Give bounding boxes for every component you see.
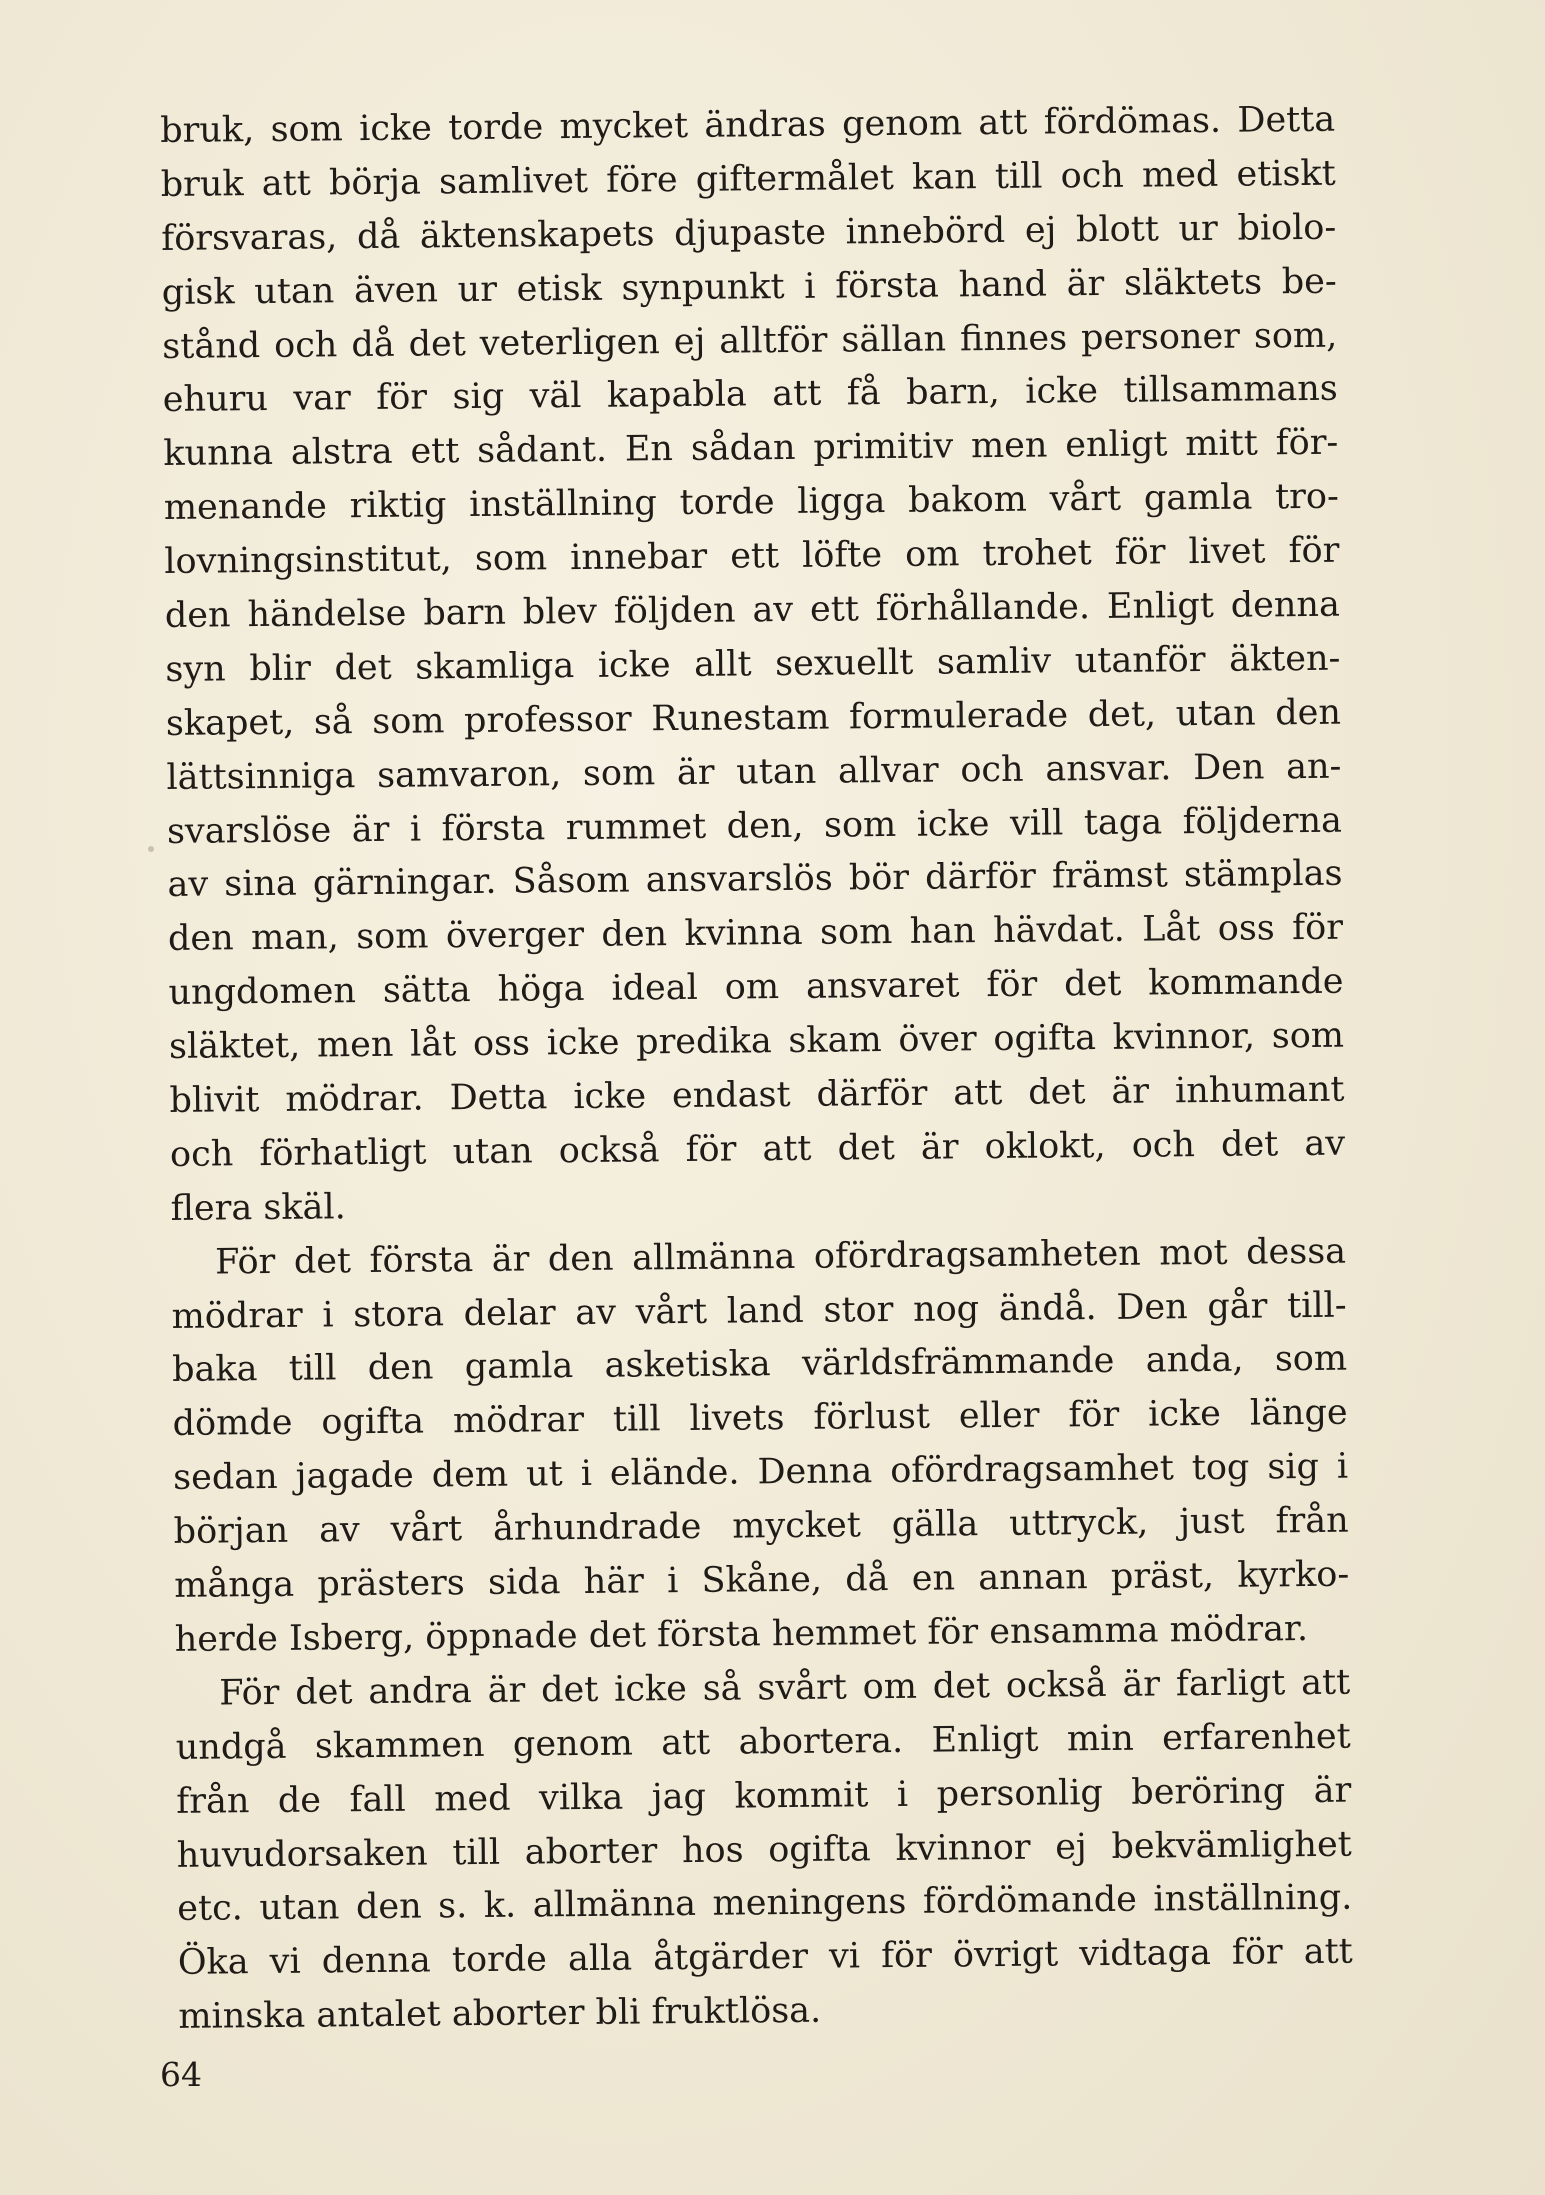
text-line: baka till den gamla asketiska världsfrämmande anda, som	[171, 1339, 1348, 1391]
text-line: många prästers sida här i Skåne, då en annan präst, kyrko-	[174, 1554, 1350, 1606]
text-line: bruk att börja samlivet före giftermålet kan till och med etiskt	[160, 153, 1336, 205]
text-line: syn blir det skamliga icke allt sexuellt samliv utanför äkten-	[165, 638, 1341, 690]
text-line: flera skäl.	[170, 1187, 346, 1229]
text-line: menande riktig inställning torde ligga bakom vårt gamla tro-	[163, 476, 1340, 529]
text-line: början av vårt århundrade mycket gälla uttryck, just från	[173, 1500, 1349, 1553]
text-line: kunna alstra ett sådant. En sådan primitiv men enligt mitt för-	[163, 423, 1339, 475]
paper-fleck	[148, 846, 154, 852]
text-line: undgå skammen genom att abortera. Enligt min erfarenhet	[175, 1716, 1351, 1768]
text-line: herde Isberg, öppnade det första hemmet för ensamma mödrar.	[174, 1608, 1309, 1660]
text-line: och förhatligt utan också för att det är oklokt, och det av	[169, 1123, 1346, 1175]
page-number: 64	[160, 2055, 202, 2094]
text-line: mödrar i stora delar av vårt land stor nog ändå. Den går till-	[171, 1285, 1347, 1337]
text-line: Öka vi denna torde alla åtgärder vi för övrigt vidtaga för att	[177, 1931, 1353, 1984]
text-line: svarslöse är i första rummet den, som icke vill taga följderna	[166, 800, 1343, 852]
text-line: huvudorsaken till aborter hos ogifta kvinnor ej bekvämlighet	[176, 1824, 1352, 1876]
text-line: bruk, som icke torde mycket ändras genom att fördömas. Detta	[160, 99, 1336, 151]
text-line: stånd och då det veterligen ej alltför sällan finnes personer som,	[162, 315, 1338, 367]
text-line: den händelse barn blev följden av ett förhållande. Enligt denna	[164, 584, 1341, 636]
text-line: blivit mödrar. Detta icke endast därför att det är inhumant	[169, 1069, 1345, 1121]
text-line: släktet, men låt oss icke predika skam över ogifta kvinnor, som	[168, 1015, 1345, 1068]
text-line: sedan jagade dem ut i elände. Denna ofördragsamhet tog sig i	[172, 1446, 1349, 1499]
text-line: från de fall med vilka jag kommit i personlig beröring är	[176, 1770, 1352, 1822]
text-line: dömde ogifta mödrar till livets förlust eller för icke länge	[172, 1393, 1348, 1445]
text-line: För det andra är det icke så svårt om det också är farligt att	[219, 1662, 1351, 1714]
text-line: ehuru var för sig väl kapabla att få barn, icke tillsammans	[162, 369, 1338, 421]
text-line: För det första är den allmänna ofördragsamheten mot dessa	[214, 1231, 1347, 1283]
text-line: den man, som överger den kvinna som han hävdat. Låt oss för	[167, 908, 1344, 960]
text-line: lättsinniga samvaron, som är utan allvar och ansvar. Den an-	[166, 746, 1342, 798]
text-line: etc. utan den s. k. allmänna meningens fördömande inställning.	[177, 1878, 1353, 1930]
text-line: lovningsinstitut, som innebar ett löfte om trohet för livet för	[164, 530, 1340, 583]
text-line: minska antalet aborter bli fruktlösa.	[178, 1990, 822, 2038]
text-line: av sina gärningar. Såsom ansvarslös bör därför främst stämplas	[167, 854, 1343, 906]
text-line: skapet, så som professor Runestam formulerade det, utan den	[165, 692, 1342, 744]
body-text	[160, 94, 1354, 2045]
text-line: ungdomen sätta höga ideal om ansvaret för det kommande	[168, 961, 1344, 1014]
text-line: försvaras, då äktenskapets djupaste innebörd ej blott ur biolo-	[161, 207, 1337, 259]
text-line: gisk utan även ur etisk synpunkt i första hand är släktets be-	[161, 261, 1337, 313]
